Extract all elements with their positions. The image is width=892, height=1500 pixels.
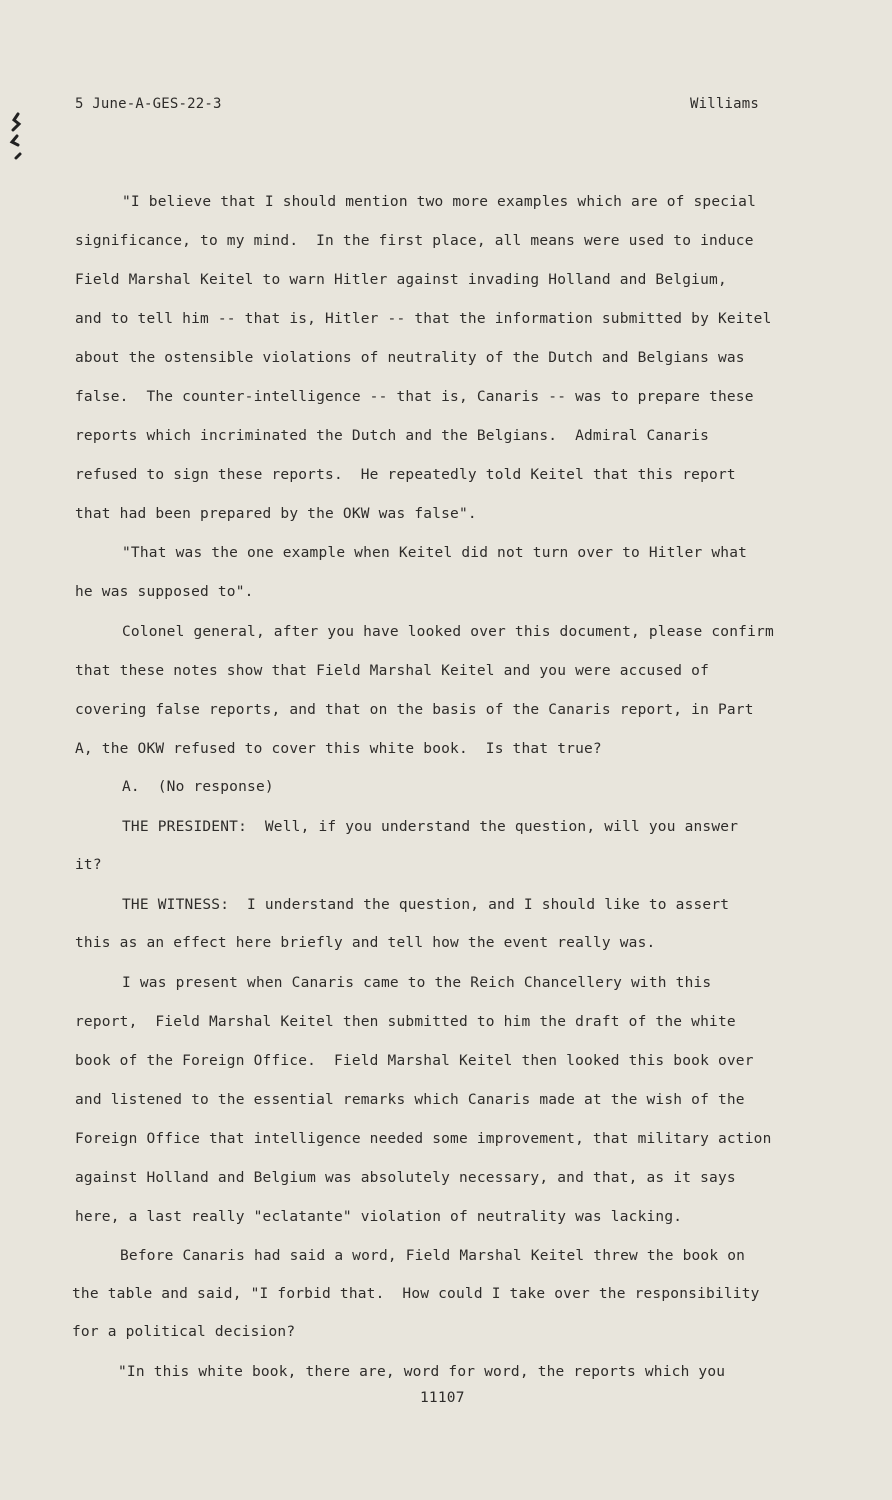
text-line: reports which incriminated the Dutch and the Belgians. Admiral Canaris bbox=[75, 428, 710, 444]
text-line: against Holland and Belgium was absolutely necessary, and that, as it says bbox=[75, 1170, 736, 1186]
text-line: about the ostensible violations of neutrality of the Dutch and Belgians was bbox=[75, 350, 745, 366]
page-number: 11107 bbox=[420, 1390, 465, 1406]
text-line: Colonel general, after you have looked over this document, please confirm bbox=[122, 624, 774, 640]
text-line: here, a last really "eclatante" violation of neutrality was lacking. bbox=[75, 1209, 683, 1225]
text-line: I was present when Canaris came to the Reich Chancellery with this bbox=[122, 975, 712, 991]
text-line: Before Canaris had said a word, Field Marshal Keitel threw the book on bbox=[120, 1248, 746, 1264]
text-line: the table and said, "I forbid that. How could I take over the responsibility bbox=[72, 1286, 760, 1302]
text-line: THE WITNESS: I understand the question, and I should like to assert bbox=[122, 897, 730, 913]
text-line: he was supposed to". bbox=[75, 584, 254, 600]
text-line: it? bbox=[75, 857, 102, 873]
text-line: A, the OKW refused to cover this white book. Is that true? bbox=[75, 741, 602, 757]
text-line: "I believe that I should mention two more examples which are of special bbox=[122, 194, 757, 210]
text-line: significance, to my mind. In the first place, all means were used to induce bbox=[75, 233, 754, 249]
text-line: false. The counter-intelligence -- that is, Canaris -- was to prepare these bbox=[75, 389, 754, 405]
text-line: for a political decision? bbox=[72, 1324, 296, 1340]
text-line: A. (No response) bbox=[122, 779, 274, 795]
text-line: "That was the one example when Keitel did not turn over to Hitler what bbox=[122, 545, 748, 561]
reporter-name: Williams bbox=[690, 96, 760, 112]
staple-mark-icon bbox=[8, 112, 24, 164]
text-line: "In this white book, there are, word for word, the reports which you bbox=[118, 1364, 726, 1380]
text-line: refused to sign these reports. He repeatedly told Keitel that this report bbox=[75, 467, 736, 483]
text-line: Foreign Office that intelligence needed some improvement, that military action bbox=[75, 1131, 772, 1147]
text-line: report, Field Marshal Keitel then submitted to him the draft of the white bbox=[75, 1014, 736, 1030]
text-line: this as an effect here briefly and tell how the event really was. bbox=[75, 935, 656, 951]
text-line: THE PRESIDENT: Well, if you understand the question, will you answer bbox=[122, 819, 739, 835]
document-reference: 5 June-A-GES-22-3 bbox=[75, 96, 222, 112]
text-line: and to tell him -- that is, Hitler -- that the information submitted by Keitel bbox=[75, 311, 772, 327]
text-line: and listened to the essential remarks which Canaris made at the wish of the bbox=[75, 1092, 745, 1108]
text-line: Field Marshal Keitel to warn Hitler against invading Holland and Belgium, bbox=[75, 272, 727, 288]
text-line: that had been prepared by the OKW was false". bbox=[75, 506, 477, 522]
text-line: book of the Foreign Office. Field Marshal Keitel then looked this book over bbox=[75, 1053, 754, 1069]
text-line: that these notes show that Field Marshal Keitel and you were accused of bbox=[75, 663, 710, 679]
text-line: covering false reports, and that on the basis of the Canaris report, in Part bbox=[75, 702, 754, 718]
